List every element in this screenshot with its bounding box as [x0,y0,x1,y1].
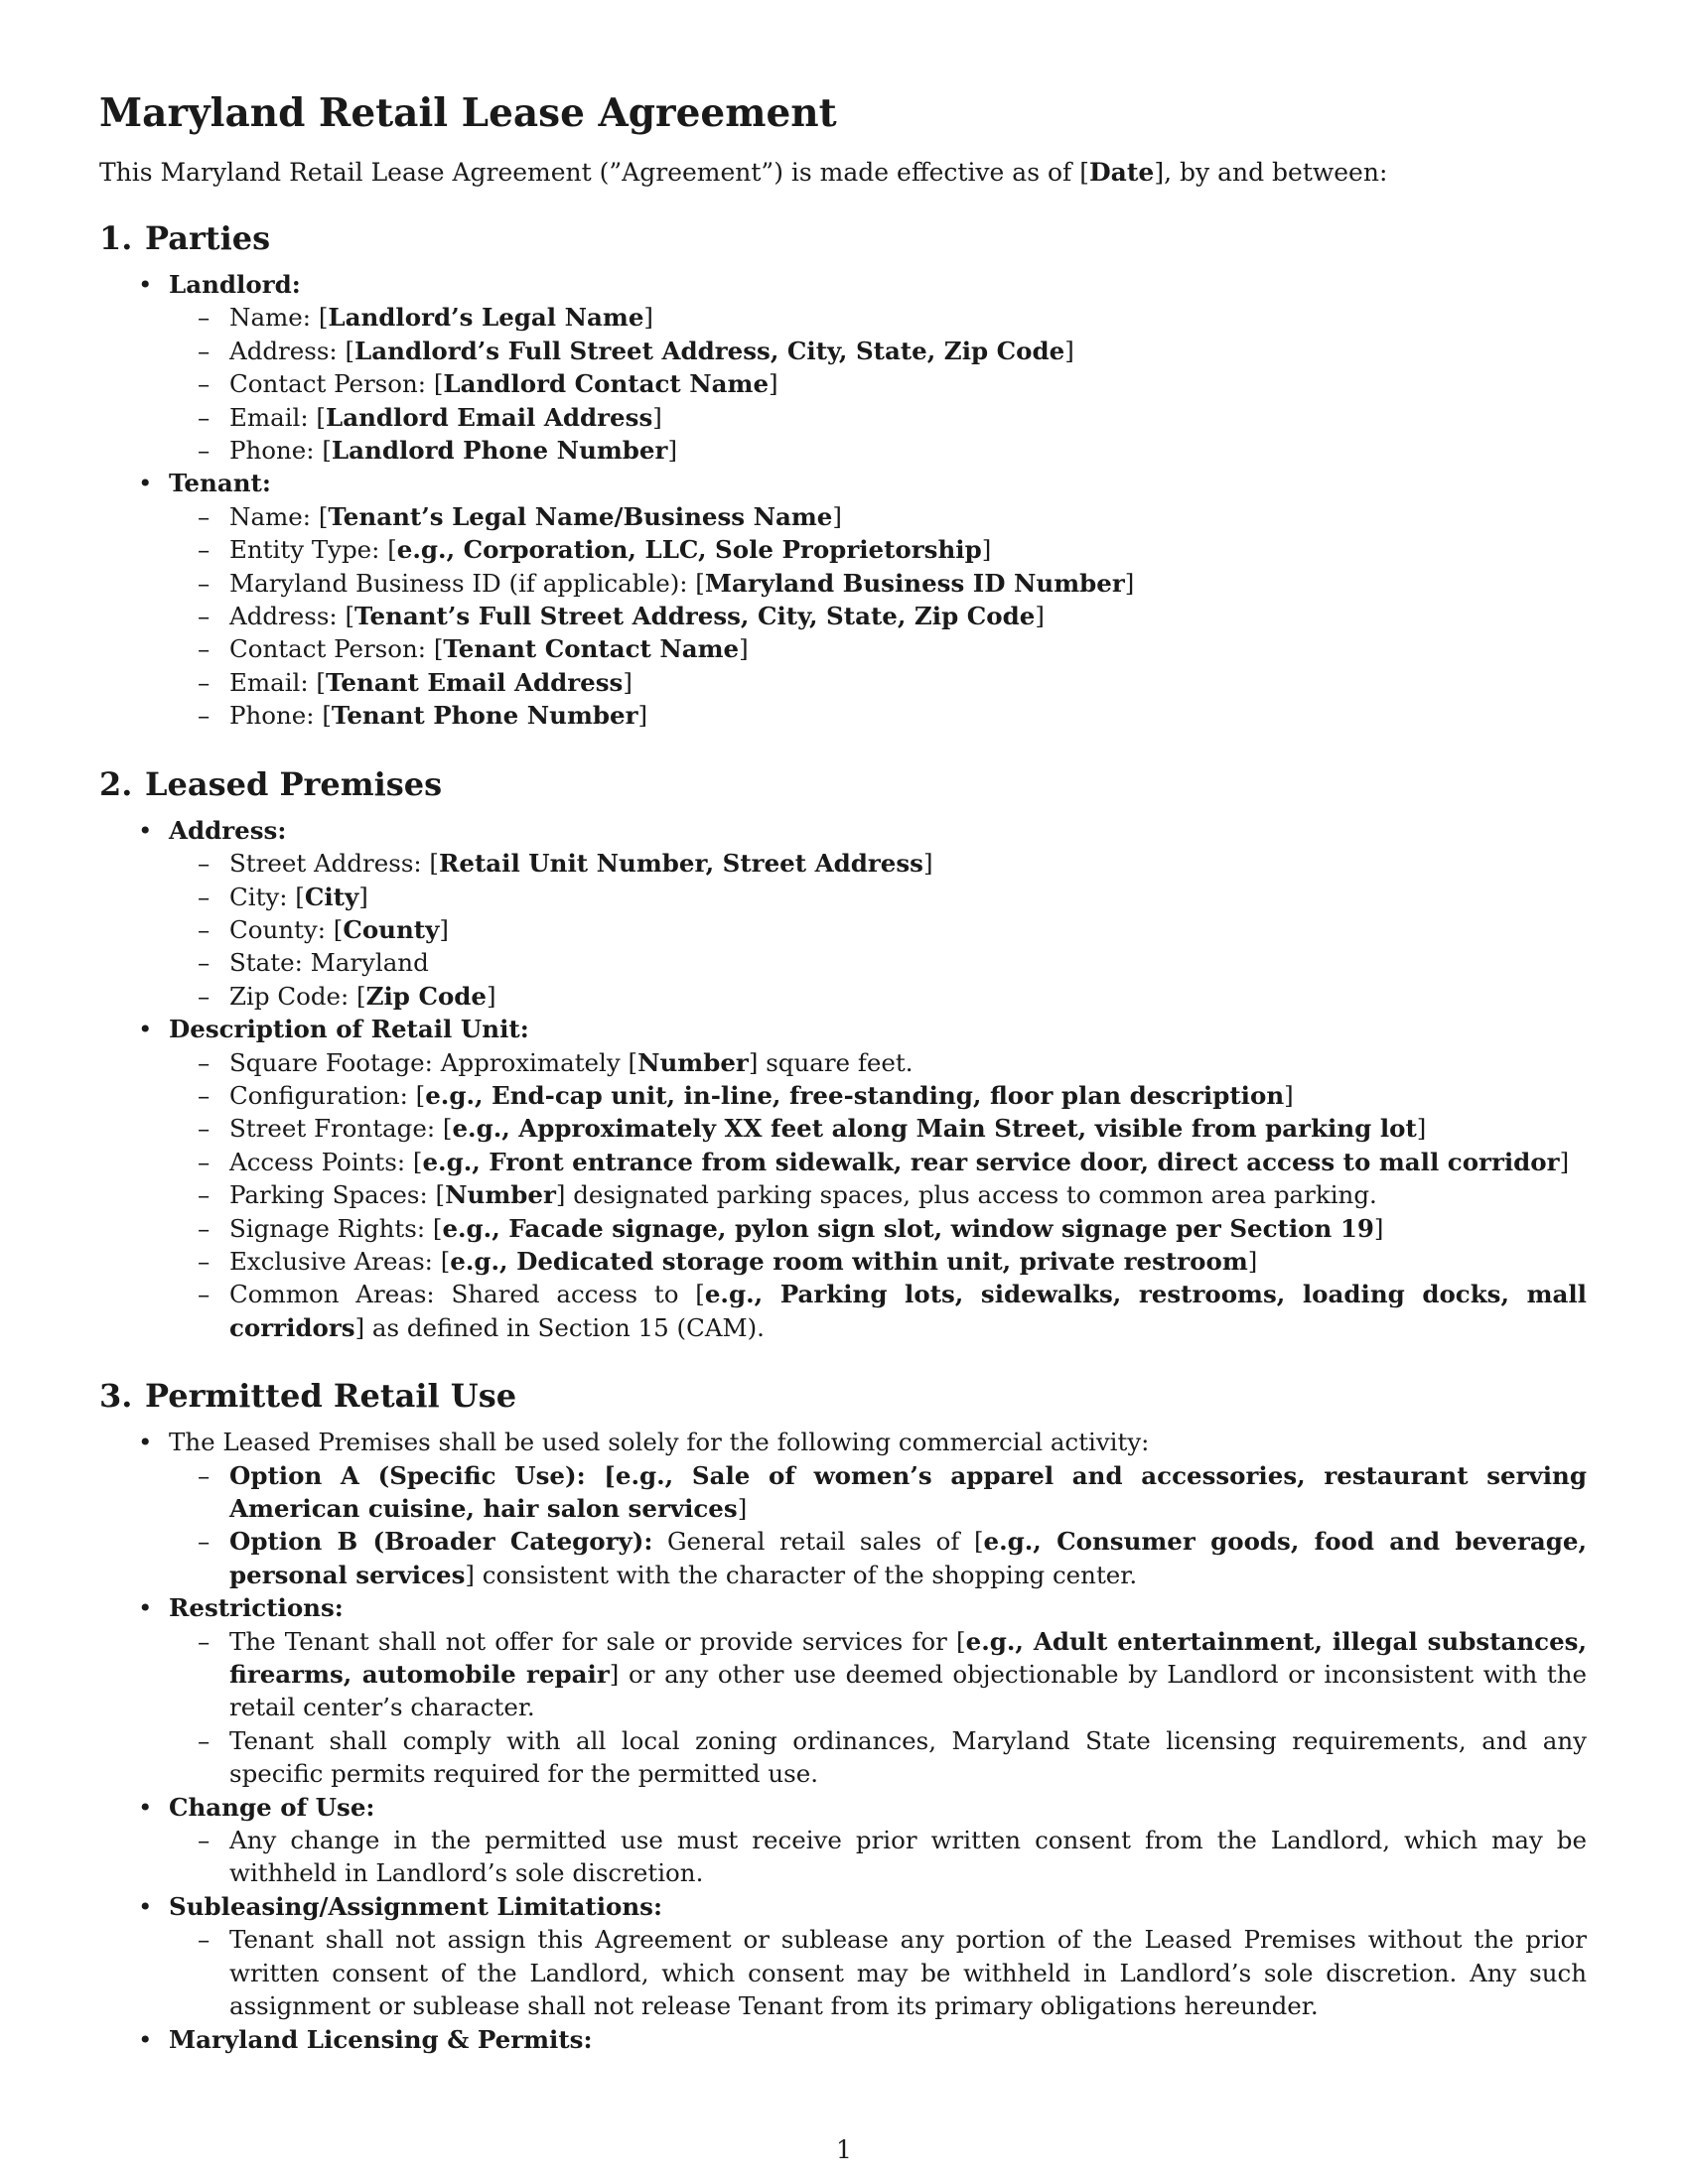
section-heading: 3. Permitted Retail Use [99,1377,517,1416]
list-item: – Tenant shall not assign this Agreement or sublease any portion of the Leased Premises without the prior written consent of the Landlord, which consent may be withheld in Landlord’s sole discretion. Any such assignment or sublease shall not release Tenant from its primary obligations hereunder. [169,1923,1587,2022]
list-item: – Square Footage: Approximately [Number] square feet. [169,1046,1587,1079]
section-heading: 1. Parties [99,219,271,257]
list-item: – Phone: [Tenant Phone Number] [169,699,1587,732]
change-of-use-details [169,1824,1587,1890]
list-item: – Option B (Broader Category): General retail sales of [e.g., Consumer goods, food and beverage, personal services] consistent with the character of the shopping center. [169,1525,1587,1591]
list-item: • Address: – Street Address: [Retail Unit Number, Street Address] – City: [City] – County: [County] – State: Maryland – Zip Code: [Zip Code] [99,814,1587,1013]
list-item: – Access Points: [e.g., Front entrance from sidewalk, rear service door, direct access to mall corridor] [169,1146,1587,1178]
list-item: • Subleasing/Assignment Limitations: – Tenant shall not assign this Agreement or sublease any portion of the Leased Premises without the prior written consent of the Landlord, which consent may be withheld in Landlord’s sole discretion. Any such assignment or sublease shall not release Tenant from its primary obligations hereunder. [99,1890,1587,2023]
list-item: – Configuration: [e.g., End-cap unit, in-line, free-standing, floor plan description] [169,1079,1587,1112]
restrictions-details [169,1625,1587,1791]
list-item: – Entity Type: [e.g., Corporation, LLC, Sole Proprietorship] [169,533,1587,566]
list-item: – Street Address: [Retail Unit Number, Street Address] [169,847,1587,880]
intro-paragraph: This Maryland Retail Lease Agreement (”Agreement”) is made effective as of [Date], by and between: [99,158,1388,187]
tenant-details [169,500,1587,733]
list-item: – Parking Spaces: [Number] designated parking spaces, plus access to common area parking. [169,1178,1587,1211]
list-item: – Exclusive Areas: [e.g., Dedicated storage room within unit, private restroom] [169,1245,1587,1278]
section-heading: 2. Leased Premises [99,764,443,803]
list-item: – State: Maryland [169,946,1587,979]
list-item: – Phone: [Landlord Phone Number] [169,434,1587,467]
address-details [169,847,1587,1013]
parties-list [99,268,1587,733]
list-item: – Any change in the permitted use must receive prior written consent from the Landlord, which may be withheld in Landlord’s sole discretion. [169,1824,1587,1890]
list-item: – Contact Person: [Landlord Contact Name] [169,367,1587,400]
landlord-details [169,301,1587,467]
premises-list [99,814,1587,1345]
list-item: • Restrictions: – The Tenant shall not offer for sale or provide services for [e.g., Adult entertainment, illegal substances, firearms, automobile repair] or any other use deemed objectionable by Landlord or inconsistent with the retail center’s character. – Tenant shall comply with all local zoning ordinances, Maryland State licensing requirements, and any specific permits required for the permitted use. [99,1591,1587,1790]
list-item: • The Leased Premises shall be used solely for the following commercial activity: – Option A (Specific Use): [e.g., Sale of women’s apparel and accessories, restaurant serving American cuisine, hair salon services] – Option B (Broader Category): General retail sales of [e.g., Consumer goods, food and beverage, personal services] consistent with the character of the shopping center. [99,1426,1587,1591]
list-item: • Tenant: – Name: [Tenant’s Legal Name/Business Name] – Entity Type: [e.g., Corporation, LLC, Sole Proprietorship] – Maryland Business ID (if applicable): [Maryland Business ID Number] – Address: [Tenant’s Full Street Address, City, State, Zip Code] – Contact Person: [Tenant Contact Name] – Email: [Tenant Email Address] – Phone: [Tenant Phone Number] [99,467,1587,732]
list-item: – Option A (Specific Use): [e.g., Sale of women’s apparel and accessories, restaurant serving American cuisine, hair salon services] [169,1459,1587,1526]
section-parties [99,216,1587,733]
list-item: – Email: [Landlord Email Address] [169,401,1587,434]
document-title: Maryland Retail Lease Agreement [99,90,837,136]
use-options [169,1459,1587,1592]
section-permitted-use [99,1374,1587,2056]
list-item: – Tenant shall comply with all local zoning ordinances, Maryland State licensing requirements, and any specific permits required for the permitted use. [169,1724,1587,1791]
list-item: • Landlord: – Name: [Landlord’s Legal Name] – Address: [Landlord’s Full Street Address, City, State, Zip Code] – Contact Person: [Landlord Contact Name] – Email: [Landlord Email Address] – Phone: [Landlord Phone Number] [99,268,1587,467]
list-item: – Zip Code: [Zip Code] [169,980,1587,1013]
list-item: – Address: [Landlord’s Full Street Address, City, State, Zip Code] [169,335,1587,367]
list-item: • Maryland Licensing & Permits: [99,2023,1587,2056]
list-item: – Email: [Tenant Email Address] [169,666,1587,699]
list-item: – City: [City] [169,881,1587,913]
list-item: – Common Areas: Shared access to [e.g., Parking lots, sidewalks, restrooms, loading docks, mall corridors] as defined in Section 15 (CAM). [169,1278,1587,1344]
section-leased-premises [99,762,1587,1345]
list-item: – The Tenant shall not offer for sale or provide services for [e.g., Adult entertainment, illegal substances, firearms, automobile repair] or any other use deemed objectionable by Landlord or inconsistent with the retail center’s character. [169,1625,1587,1724]
list-item: – Address: [Tenant’s Full Street Address, City, State, Zip Code] [169,600,1587,632]
list-item: – Signage Rights: [e.g., Facade signage, pylon sign slot, window signage per Section 19] [169,1212,1587,1245]
list-item: – Name: [Landlord’s Legal Name] [169,301,1587,334]
document-body [99,85,1587,2086]
list-item: – Street Frontage: [e.g., Approximately XX feet along Main Street, visible from parking lot] [169,1112,1587,1145]
list-item: • Description of Retail Unit: – Square Footage: Approximately [Number] square feet. – Configuration: [e.g., End-cap unit, in-line, free-standing, floor plan description] – Street Frontage: [e.g., Approximately XX feet along Main Street, visible from parking lot] – Access Points: [e.g., Front entrance from sidewalk, rear service door, direct access to mall corridor] – Parking Spaces: [Number] designated parking spaces, plus access to common area parking. – Signage Rights: [e.g., Facade signage, pylon sign slot, window signage per Section 19] – Exclusive Areas: [e.g., Dedicated storage room within unit, private restroom] – Common Areas: Shared access to [e.g., Parking lots, sidewalks, restrooms, loading docks, mall corridors] as defined in Section 15 (CAM). [99,1013,1587,1344]
unit-description-details [169,1046,1587,1345]
list-item: – Maryland Business ID (if applicable): [Maryland Business ID Number] [169,567,1587,600]
list-item: – Name: [Tenant’s Legal Name/Business Name] [169,500,1587,533]
list-item: • Change of Use: – Any change in the permitted use must receive prior written consent from the Landlord, which may be withheld in Landlord’s sole discretion. [99,1791,1587,1890]
list-item: – County: [County] [169,913,1587,946]
list-item: – Contact Person: [Tenant Contact Name] [169,632,1587,665]
permitted-use-list [99,1426,1587,2056]
page-number: 1 [836,2135,852,2164]
sublease-details [169,1923,1587,2022]
